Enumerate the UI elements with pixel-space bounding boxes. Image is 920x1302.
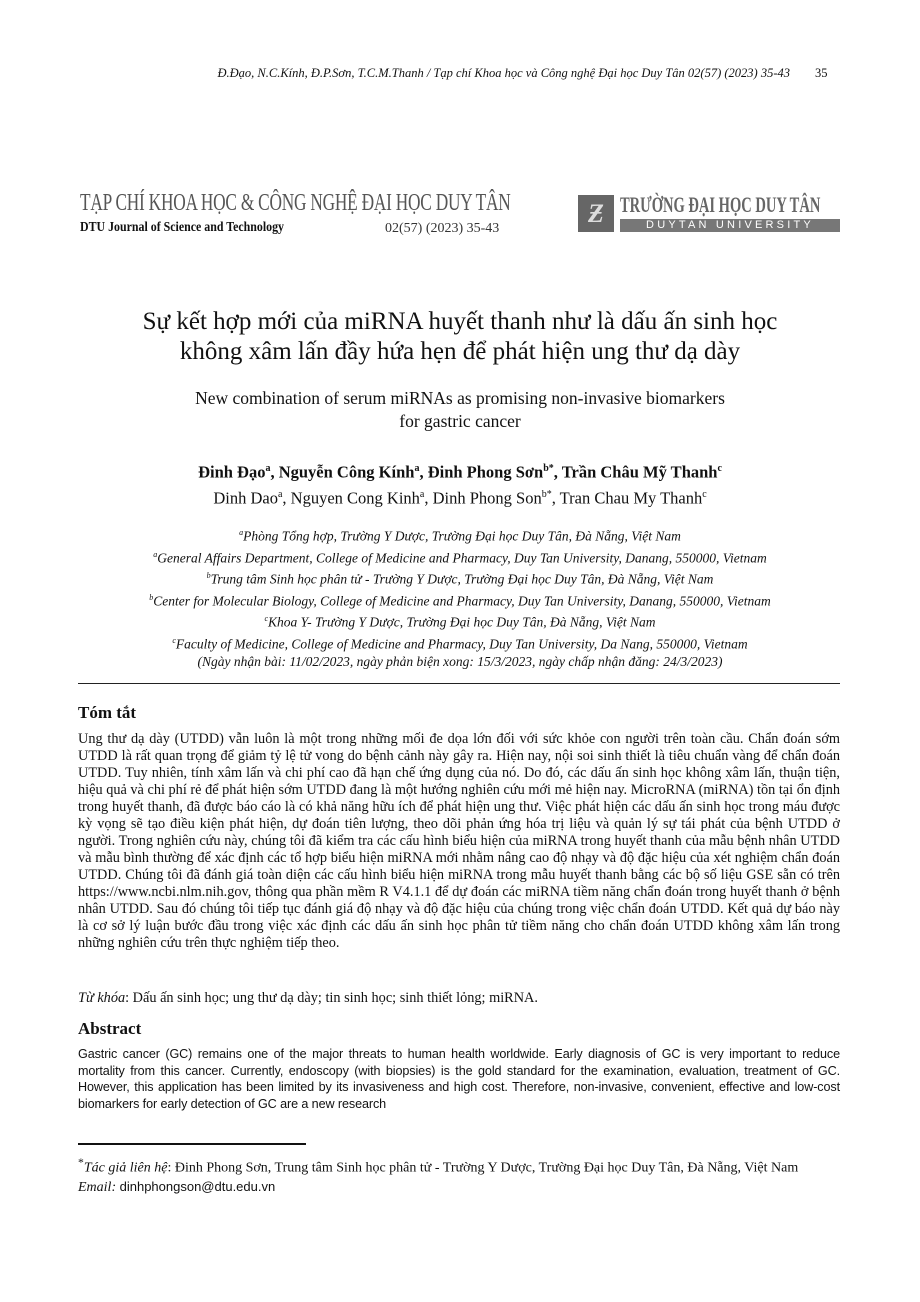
aff-text: Trung tâm Sinh học phân tử - Trường Y Dược, Trường Đại học Duy Tân, Đà Nẵng, Việt Nam xyxy=(210,571,714,587)
email-label: Email: xyxy=(78,1179,117,1195)
journal-subtitle: DTU Journal of Science and Technology xyxy=(80,220,284,235)
affiliation xyxy=(60,524,860,546)
title-line: Sự kết hợp mới của miRNA huyết thanh như là dấu ấn sinh học xyxy=(142,308,778,335)
affiliation xyxy=(60,567,860,589)
authors-en: Dinh Dao$^a$, Nguyen Cong Kinh$^a$, Dinh Phong Son$^{b*}$, Tran Chau My Thanh$^c$ xyxy=(213,488,707,507)
university-name: TRƯỜNG ĐẠI HỌC DUY TÂN xyxy=(620,192,821,217)
author: Nguyen Cong Kinh xyxy=(290,488,420,507)
footnote-text: : Đinh Phong Sơn, Trung tâm Sinh học phân tử - Trường Y Dược, Trường Đại học Duy Tân, Đà Nẵng, Việt Nam xyxy=(167,1160,799,1176)
affiliation xyxy=(60,610,860,632)
aff-text: Khoa Y- Trường Y Dược, Trường Đại học Duy Tân, Đà Nẵng, Việt Nam xyxy=(268,614,656,630)
keywords xyxy=(78,990,840,1007)
affiliation xyxy=(60,589,860,611)
author-sup: c xyxy=(717,463,722,474)
aff-sup: a xyxy=(239,528,244,537)
summary-heading: Tóm tắt xyxy=(78,703,137,722)
page-number: 35 xyxy=(815,66,828,80)
article-title-vi xyxy=(60,307,860,367)
title-line: for gastric cancer xyxy=(399,411,521,431)
affiliations xyxy=(60,524,860,653)
footnote xyxy=(78,1154,840,1197)
aff-sup: c xyxy=(172,635,176,645)
divider xyxy=(78,683,840,684)
author: Tran Chau My Thanh xyxy=(559,488,703,507)
abstract-text: Gastric cancer (GC) remains one of the major threats to human health worldwide. Early diagnosis of GC is very important to reduce mortality from this cancer. Currently, endoscopy (with biopsies) is the gold standard for the examination, evaluation, treatment of GC. However, this application has been limited by its invasiveness and high cost. Therefore, non-invasive, convenient, effective and low-cost biomarkers for early detection of GC are a new research xyxy=(78,1047,840,1111)
authors-vi: Đinh Đạo$^a$, Nguyễn Công Kính$^a$, Đinh Phong Sơn$^{b*}$, Trần Châu Mỹ Thanh$^c$ xyxy=(198,462,722,482)
corresponding-author xyxy=(78,1154,840,1178)
author: Đinh Phong Sơn xyxy=(427,462,544,482)
affiliation xyxy=(60,546,860,568)
aff-text: Faculty of Medicine, College of Medicine and Pharmacy, Duy Tan University, Da Nang, 550000, Vietnam xyxy=(175,636,748,651)
author: Nguyễn Công Kính xyxy=(278,462,415,482)
author: Trần Châu Mỹ Thanh xyxy=(561,462,718,482)
aff-sup: b xyxy=(206,571,211,580)
aff-sup: c xyxy=(264,614,269,623)
abstract-heading: Abstract xyxy=(78,1019,142,1038)
author-sup: b* xyxy=(541,488,552,500)
affiliation xyxy=(60,632,860,654)
university-name-en: DUYTAN UNIVERSITY xyxy=(620,219,840,232)
title-line: không xâm lấn đầy hứa hẹn để phát hiện ung thư dạ dày xyxy=(179,338,741,365)
authors xyxy=(60,458,860,509)
aff-text: Phòng Tổng hợp, Trường Y Dược, Trường Đại học Duy Tân, Đà Nẵng, Việt Nam xyxy=(243,528,681,544)
author: Dinh Phong Son xyxy=(432,488,542,507)
aff-text: General Affairs Department, College of Medicine and Pharmacy, Duy Tan University, Danang, 550000, Vietnam xyxy=(157,550,767,565)
footnote-marker: * xyxy=(78,1156,84,1169)
author-sup: a xyxy=(419,488,425,500)
author-sup: a xyxy=(414,463,420,474)
article-title-en xyxy=(60,387,860,433)
keywords-label: Từ khóa xyxy=(78,990,126,1006)
aff-text: Center for Molecular Biology, College of Medicine and Pharmacy, Duy Tan University, Danang, 550000, Vietnam xyxy=(153,593,771,608)
submission-dates: (Ngày nhận bài: 11/02/2023, ngày phản biện xong: 15/3/2023, ngày chấp nhận đăng: 24/3/2023) xyxy=(197,654,723,669)
university-logo-icon: Ƶ xyxy=(578,195,614,232)
author-sup: c xyxy=(702,488,707,500)
journal-title: TẠP CHÍ KHOA HỌC & CÔNG NGHỆ ĐẠI HỌC DUY TÂN xyxy=(80,190,511,216)
aff-sup: a xyxy=(153,549,158,559)
footnote-email-line xyxy=(78,1178,840,1197)
email-link[interactable]: dinhphongson@dtu.edu.vn xyxy=(119,1178,276,1194)
summary-text: Ung thư dạ dày (UTDD) vẫn luôn là một trong những mối đe dọa lớn đối với sức khỏe con người trên toàn cầu. Chẩn đoán sớm UTDD là rất quan trọng để giảm tỷ lệ tử vong do bệnh cảnh này gây ra. Hiện nay, nội soi sinh thiết là tiêu chuẩn vàng để chẩn đoán UTDD. Tuy nhiên, tính xâm lấn và chi phí cao đã hạn chế ứng dụng của nó. Do đó, các dấu ấn sinh học không xâm lấn, thuận tiện, hiệu quả và chi phí rẻ để phát hiện sớm UTDD đang là một hướng nghiên cứu mới mẻ hiện nay. MicroRNA (miRNA) tồn tại ổn định trong huyết thanh, đã được báo cáo là có khả năng hữu ích để phát hiện ung thư. Việc phát hiện các dấu ấn sinh học trong máu được kỳ vọng sẽ tạo điều kiện phát hiện, dự đoán tiên lượng, theo dõi phản ứng hóa trị liệu và quản lý sự tái phát của bệnh UTDD ở người. Trong nghiên cứu này, chúng tôi đã kiểm tra các cấu hình biểu hiện của miRNA trong huyết thanh của mẫu bệnh nhân UTDD và mẫu bình thường để xác định các tổ hợp biểu hiện miRNA mới nhằm nâng cao độ nhạy và độ đặc hiệu của xét nghiệm chẩn đoán UTDD. Chúng tôi đã đánh giá toàn diện các cấu hình biểu hiện miRNA trong mẫu huyết thanh bằng các bộ số liệu GSE sẵn có trên https://www.ncbi.nlm.nih.gov, thông qua phần mềm R V4.1.1 để dự đoán các miRNA tiềm năng chẩn đoán trong huyết thanh ở bệnh nhân UTDD. Sau đó chúng tôi tiếp tục đánh giá độ nhạy và độ đặc hiệu của chúng trong việc chẩn đoán UTDD. Kết quả dự báo này là cơ sở lý luận bước đầu trong việc xác định các dấu ấn sinh học phân tử tiềm năng cho chẩn đoán UTDD không xâm lấn trong những nghiên cứu trên thực nghiệm tiếp theo. xyxy=(78,731,840,951)
author-sup: a xyxy=(265,463,271,474)
running-header: Đ.Đạo, N.C.Kính, Đ.P.Sơn, T.C.M.Thanh / Tạp chí Khoa học và Công nghệ Đại học Duy Tân 02(57) (2023) 35-43 xyxy=(217,66,790,80)
author-sup: b* xyxy=(543,463,554,474)
aff-sup: b xyxy=(149,592,154,602)
author: Dinh Dao xyxy=(213,488,278,507)
author-sup: a xyxy=(277,488,283,500)
keywords-text: : Dấu ấn sinh học; ung thư dạ dày; tin sinh học; sinh thiết lỏng; miRNA. xyxy=(125,990,538,1006)
footnote-rule xyxy=(78,1143,306,1145)
footnote-label: Tác giả liên hệ xyxy=(83,1160,168,1176)
author: Đinh Đạo xyxy=(198,462,266,482)
journal-issue: 02(57) (2023) 35-43 xyxy=(385,221,500,236)
title-line: New combination of serum miRNAs as promising non-invasive biomarkers xyxy=(195,388,725,408)
